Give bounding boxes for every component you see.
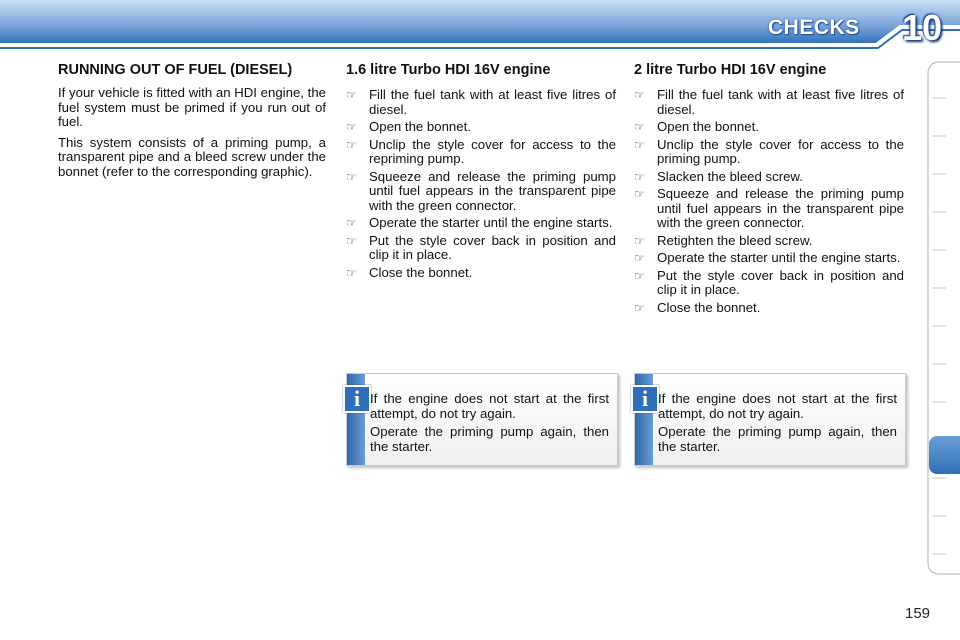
list-item	[634, 269, 904, 298]
info-box-text	[658, 392, 897, 458]
pointing-hand-icon: ☞	[634, 300, 645, 315]
list-item	[634, 234, 904, 249]
section-title: RUNNING OUT OF FUEL (DIESEL)	[58, 62, 293, 78]
pointing-hand-icon: ☞	[634, 187, 645, 201]
step-text: Squeeze and release the priming pump until fuel appears in the transparent pipe with the green connector.	[369, 168, 616, 213]
step-text: Open the bonnet.	[657, 119, 759, 134]
info-box	[634, 373, 906, 466]
info-icon: i	[631, 385, 659, 413]
list-item	[346, 266, 616, 281]
info-icon: i	[343, 385, 371, 413]
engine-20-title: 2 litre Turbo HDI 16V engine	[634, 62, 827, 78]
info-box	[346, 373, 618, 466]
pointing-hand-icon: ☞	[634, 233, 645, 248]
list-item	[346, 170, 616, 214]
list-item	[346, 88, 616, 117]
chapter-title: CHECKS	[768, 16, 860, 39]
engine-16-column	[346, 62, 616, 283]
list-item	[346, 138, 616, 167]
step-text: Slacken the bleed screw.	[657, 168, 803, 184]
step-text: Retighten the bleed screw.	[657, 232, 813, 248]
step-text: Put the style cover back in position and clip it in place.	[657, 267, 904, 297]
step-text: Unclip the style cover for access to the priming pump.	[657, 136, 904, 166]
engine-16-steps	[346, 88, 616, 280]
pointing-hand-icon: ☞	[634, 169, 645, 184]
info-line: If the engine does not start at the first attempt, do not try again.	[658, 391, 897, 421]
list-item	[634, 120, 904, 135]
step-text: Put the style cover back in position and clip it in place.	[369, 232, 616, 262]
step-text: Unclip the style cover for access to the repriming pump.	[369, 136, 616, 166]
intro-paragraph: This system consists of a priming pump, a transparent pipe and a bleed screw under the bonnet (refer to the corresponding graphic).	[58, 134, 326, 179]
list-item	[634, 88, 904, 117]
list-item	[634, 170, 904, 185]
engine-20-steps	[634, 88, 904, 315]
engine-20-column	[634, 62, 904, 318]
pointing-hand-icon: ☞	[346, 88, 357, 102]
pointing-hand-icon: ☞	[634, 268, 645, 283]
pointing-hand-icon: ☞	[346, 216, 357, 230]
info-box-text	[370, 392, 609, 458]
step-text: Fill the fuel tank with at least five litres of diesel.	[657, 87, 904, 117]
step-text: Fill the fuel tank with at least five litres of diesel.	[369, 87, 616, 117]
chapter-number-badge: 10	[901, 7, 943, 48]
step-text: Close the bonnet.	[657, 299, 761, 315]
info-line: Operate the priming pump again, then the starter.	[370, 424, 609, 454]
step-text: Operate the starter until the engine starts.	[657, 250, 901, 265]
info-line: If the engine does not start at the first attempt, do not try again.	[370, 391, 609, 421]
page-number: 159	[905, 605, 931, 622]
header-band	[0, 0, 960, 52]
list-item	[346, 216, 616, 231]
step-text: Close the bonnet.	[369, 264, 473, 280]
step-text: Operate the starter until the engine starts.	[369, 215, 613, 230]
list-item	[346, 234, 616, 263]
pointing-hand-icon: ☞	[346, 233, 357, 248]
list-item	[634, 187, 904, 231]
pointing-hand-icon: ☞	[634, 88, 645, 102]
list-item	[346, 120, 616, 135]
active-chapter-tab[interactable]	[929, 436, 960, 474]
pointing-hand-icon: ☞	[634, 120, 645, 134]
list-item	[634, 301, 904, 316]
info-line: Operate the priming pump again, then the starter.	[658, 424, 897, 454]
intro-column	[58, 62, 326, 185]
pointing-hand-icon: ☞	[346, 137, 357, 152]
list-item	[634, 251, 904, 266]
step-text: Squeeze and release the priming pump until fuel appears in the transparent pipe with the green connector.	[657, 186, 904, 230]
pointing-hand-icon: ☞	[346, 120, 357, 134]
pointing-hand-icon: ☞	[346, 265, 357, 280]
step-text: Open the bonnet.	[369, 119, 471, 134]
pointing-hand-icon: ☞	[634, 251, 645, 265]
list-item	[634, 138, 904, 167]
intro-paragraph: If your vehicle is fitted with an HDI engine, the fuel system must be primed if you run out of fuel.	[58, 85, 326, 129]
engine-16-title: 1.6 litre Turbo HDI 16V engine	[346, 62, 551, 78]
pointing-hand-icon: ☞	[346, 169, 357, 184]
pointing-hand-icon: ☞	[634, 137, 645, 152]
